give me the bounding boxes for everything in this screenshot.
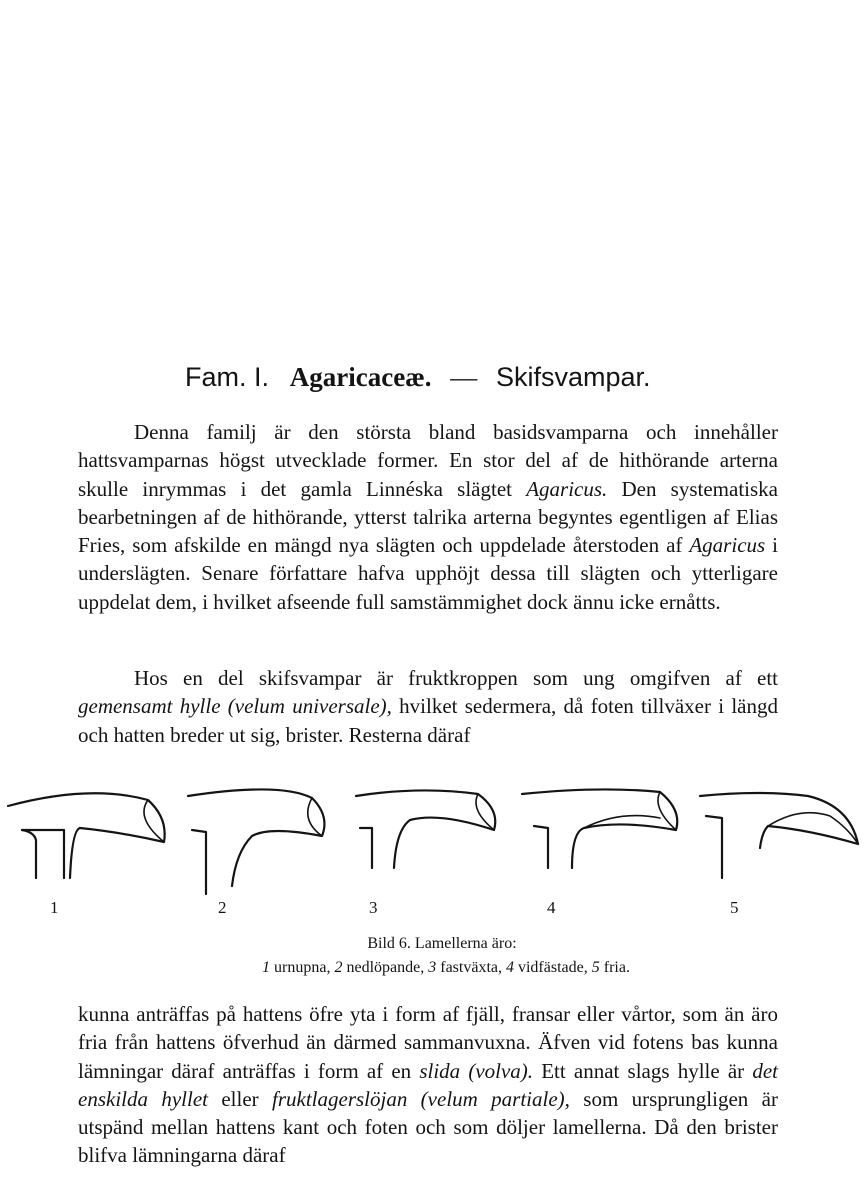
caption-item-text: urnupna, — [270, 959, 335, 976]
caption-item-number: 1 — [262, 959, 271, 976]
caption-item-text: nedlöpande, — [342, 959, 429, 976]
text-run: i underslägten. Senare författare hafva upphöjt dessa till slägten och ytterligare uppdelat dem, i hvilket afseende full samstämmighet dock ännu icke ernåtts. — [78, 533, 778, 614]
italic-run: gemensamt hylle (velum universale), — [78, 694, 392, 719]
family-number: Fam. I. — [185, 362, 270, 392]
text-run: Hos en del skifsvampar är fruktkroppen som ung omgifven af ett — [134, 666, 778, 690]
text-run: Denna familj är den största bland basidsvamparna och innehåller hattsvamparnas högst utvecklade former. En stor del af de hithörande arterna skulle inrymmas i det gamla Linnéska slägtet — [78, 420, 778, 501]
text-run: kunna anträffas på hattens öfre yta i form af fjäll, fransar eller vårtor, som än äro fria från hattens öfverhud än därmed sammanvuxna. Äfven vid fotens bas kunna lämningar däraf anträffas i form af en — [78, 1002, 778, 1083]
family-latin-name: Agaricaceæ. — [289, 362, 432, 392]
paragraph-2 — [78, 664, 778, 749]
text-run: Den systematiska bearbetningen af de hithörande, ytterst talrika arterna begyntes egentligen af Elias Fries, som afskilde en mängd nya slägten och uppdelade återstoden af — [78, 476, 778, 558]
section-heading — [185, 360, 705, 394]
mushroom-3-fastvaxta — [356, 790, 495, 868]
figure-number-5: 5 — [730, 898, 739, 917]
caption-item-number: 4 — [505, 959, 514, 976]
figure-caption-title: Bild 6. Lamellerna äro: — [367, 935, 517, 952]
text-run: Ett annat slags hylle är — [533, 1058, 753, 1083]
italic-run: Agaricus. — [526, 476, 608, 501]
text-run: eller — [207, 1086, 272, 1111]
paragraph-1 — [78, 418, 778, 616]
caption-item-text: vidfästade, — [513, 959, 592, 976]
caption-item-number: 5 — [591, 959, 600, 976]
paragraph-3 — [78, 1000, 778, 1170]
italic-run: det enskilda hyllet — [78, 1058, 778, 1111]
caption-item-text: fria. — [599, 959, 630, 976]
italic-run: slida (volva). — [419, 1058, 534, 1083]
figure-number-3: 3 — [369, 898, 378, 917]
heading-dash: — — [450, 362, 478, 392]
lamellae-illustration — [0, 770, 868, 900]
italic-run: Agaricus — [689, 533, 766, 558]
mushroom-2-nedlopande — [188, 789, 324, 894]
figure-number-2: 2 — [218, 898, 227, 917]
caption-item-text: fastväxta, — [436, 959, 506, 976]
figure-number-4: 4 — [547, 898, 556, 917]
mushroom-1-urnupna — [8, 793, 165, 878]
italic-run: fruktlagerslöjan (velum partiale), — [272, 1086, 570, 1111]
caption-item-number: 2 — [334, 959, 343, 976]
family-swedish-name: Skifsvampar. — [495, 362, 651, 392]
text-run: hvilket sedermera, då foten tillväxer i längd och hatten breder ut sig, brister. Resterna däraf — [78, 694, 778, 747]
figure-number-1: 1 — [50, 898, 59, 917]
mushroom-4-vidfastade — [522, 789, 677, 868]
caption-item-number: 3 — [428, 959, 437, 976]
figure-caption-items — [12, 956, 868, 980]
text-run: som ursprungligen är utspänd mellan hattens kant och foten och som döljer lamellerna. Då den brister blifva lämningarna däraf — [78, 1086, 778, 1168]
mushroom-5-fria — [700, 793, 858, 878]
